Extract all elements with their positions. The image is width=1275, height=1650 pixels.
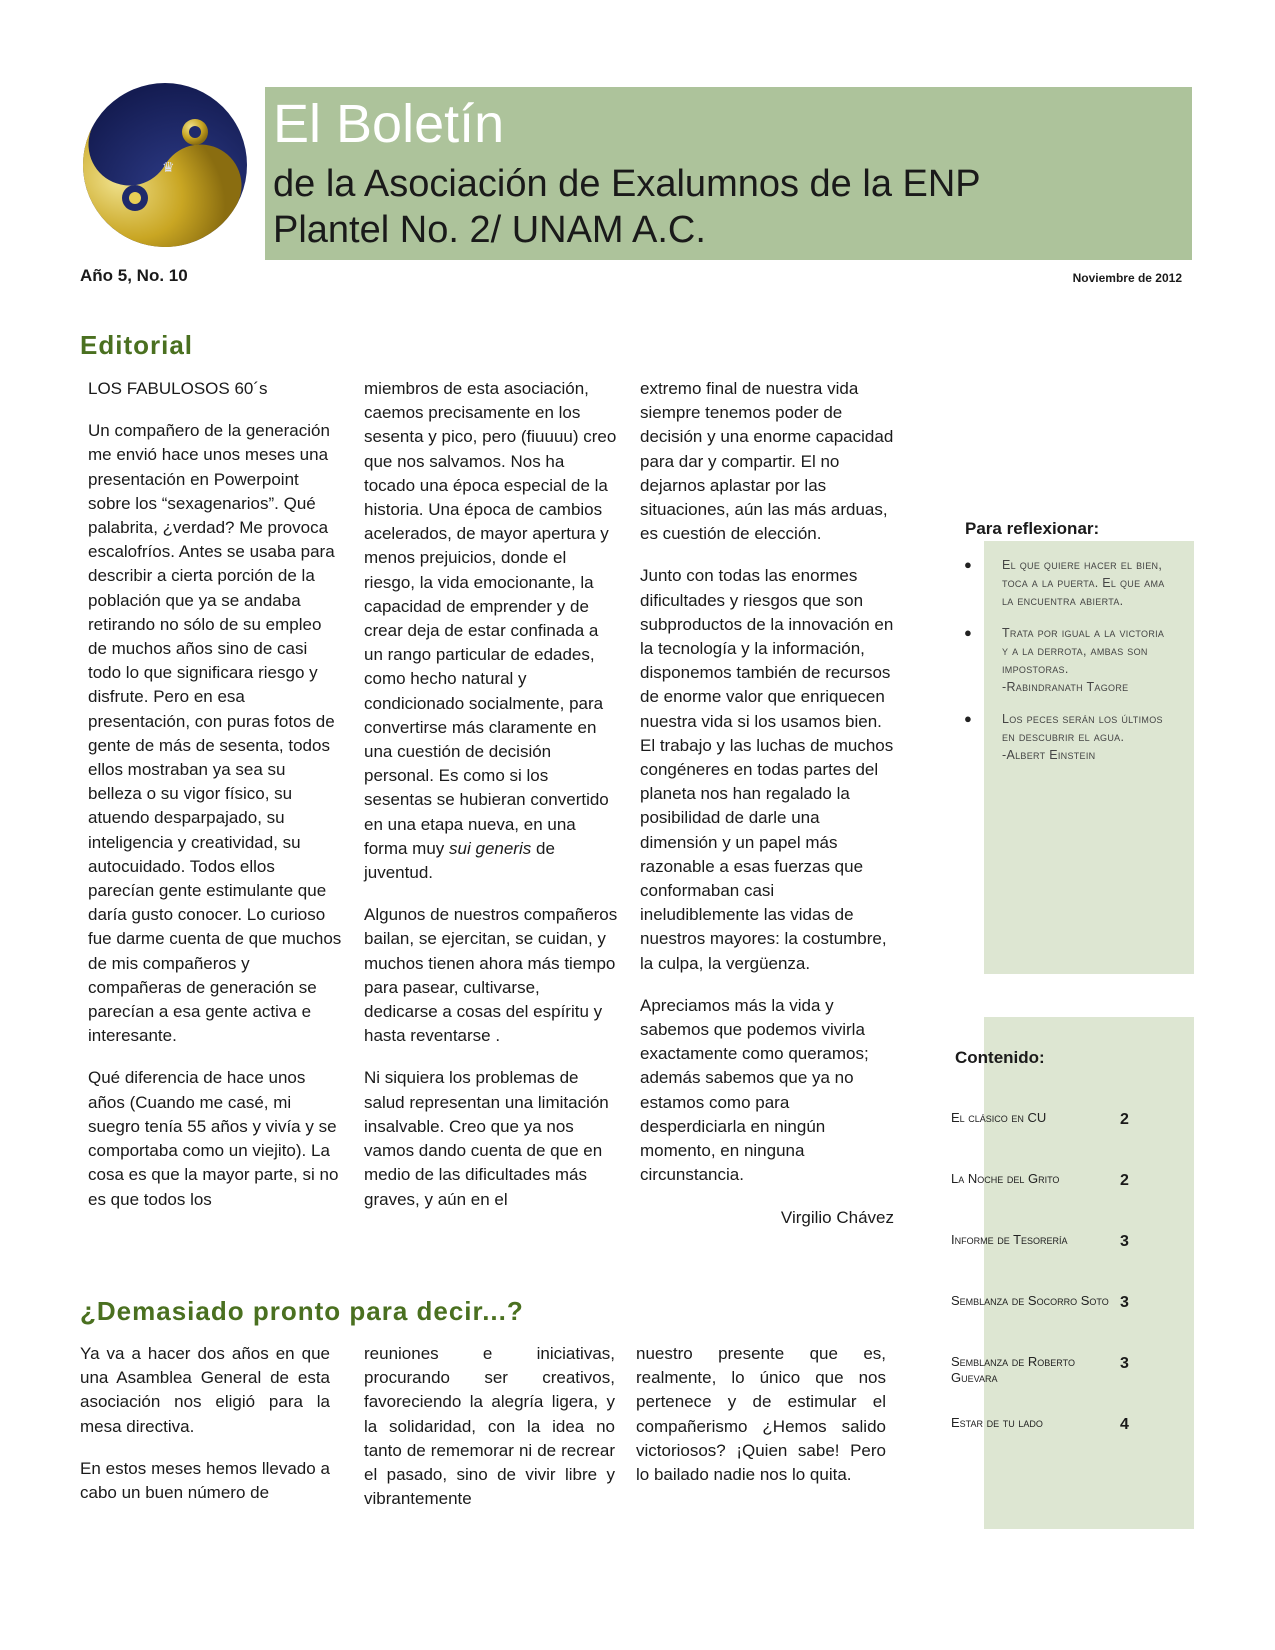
toc-label: Semblanza de Roberto Guevara [951, 1354, 1075, 1385]
bullet-icon: ● [964, 625, 973, 640]
paragraph: reuniones e iniciativas, procurando ser creativos, favoreciendo la alegría ligera, y la solidaridad, con la idea no tanto de rememorar ni de recrear el pasado, sino de vivir libre y vibrantemente [364, 1344, 615, 1509]
quote-text: El que quiere hacer el bien, toca a la puerta. El que ama la encuentra abierta. [1002, 558, 1165, 608]
toc-label: Estar de tu lado [951, 1415, 1043, 1430]
subtitle-line-2: Plantel No. 2/ UNAM A.C. [273, 209, 706, 251]
paragraph-text: miembros de esta asociación, caemos precisamente en los sesenta y pico, pero (fiuuuu) creo que nos salvamos. Nos ha tocado una época especial de la historia. Una época de cambios acelerados, de mayor apertura y menos prejuicios, donde el riesgo, la vida emocionante, la capacidad de emprender y de crear deja de estar confinada a un rango particular de edades, como hecho natural y condicionado socialmente, para convertirse más claramente en una cuestión de decisión personal. Es como si los sesentas se hubieran convertido en una etapa nueva, en una forma muy [364, 379, 617, 858]
table-of-contents [951, 1110, 1151, 1476]
editorial-column-2 [364, 377, 618, 1212]
paragraph: nuestro presente que es, realmente, lo único que nos pertenece y de estimular el compañerismo ¿Hemos salido victoriosos? ¡Quien sabe! Pero lo bailado nadie nos lo quita. [636, 1344, 886, 1485]
toc-page-number: 3 [1120, 1233, 1129, 1250]
toc-page-number: 2 [1120, 1111, 1129, 1128]
paragraph: Apreciamos más la vida y sabemos que podemos vivirla exactamente como queramos; además sabemos que ya no estamos como para desperdiciarla en ningún momento, en ninguna circunstancia. [640, 995, 869, 1185]
toc-entry[interactable] [951, 1415, 1151, 1476]
quote-text: Los peces serán los últimos en descubrir el agua. [1002, 712, 1163, 744]
toc-entry[interactable] [951, 1354, 1151, 1415]
toc-page-number: 3 [1120, 1355, 1129, 1372]
toc-label: La Noche del Grito [951, 1171, 1060, 1186]
paragraph [364, 377, 618, 885]
toc-entry[interactable] [951, 1232, 1151, 1293]
paragraph: Un compañero de la generación me envió hace unos meses una presentación en Powerpoint sobre los “sexagenarios”. Qué palabrita, ¿verdad? Me provoca escalofríos. Antes se usaba para describir a cierta porción de la población que ya se andaba retirando no sólo de su empleo de muchos años sino de casi todo lo que significara riesgo y disfrute. Pero en esa presentación, con puras fotos de gente de más de sesenta, todos ellos mostraban ya sea su belleza o su vigor físico, su atuendo desparpajado, su inteligencia y creatividad, su autocuidado. Todos ellos parecían gente estimulante que daría gusto conocer. Lo curioso fue darme cuenta de que muchos de mis compañeros y compañeras de generación se parecían a esa gente activa e interesante. [88, 421, 342, 1046]
article-column-2 [364, 1342, 615, 1529]
masthead-banner [265, 87, 1192, 260]
paragraph: Algunos de nuestros compañeros bailan, se ejercitan, se cuidan, y muchos tienen ahora más tiempo para pasear, cultivarse, dedicarse a cosas del espíritu y hasta reventarse . [364, 905, 618, 1046]
reflection-title: Para reflexionar: [965, 519, 1100, 538]
article-column-3 [636, 1342, 886, 1505]
author-signature: Virgilio Chávez [780, 1207, 894, 1227]
bullet-icon: ● [964, 557, 973, 572]
quote-text: Trata por igual a la victoria y a la derrota, ambas son impostoras. [1002, 626, 1165, 676]
editorial-column-1 [88, 377, 342, 1212]
issue-date: Noviembre de 2012 [1072, 271, 1182, 285]
newsletter-title: El Boletín [273, 94, 505, 154]
paragraph: Qué diferencia de hace unos años (Cuando me casé, mi suegro tenía 55 años y vivía y se comportaba como un viejito). La cosa es que la mayor parte, si no es que todos los [88, 1068, 339, 1209]
toc-page-number: 2 [1120, 1172, 1129, 1189]
contents-title: Contenido: [955, 1048, 1045, 1067]
toc-entry[interactable] [951, 1110, 1151, 1171]
toc-page-number: 3 [1120, 1294, 1129, 1311]
quote-item [960, 710, 1170, 764]
bullet-icon: ● [964, 711, 973, 726]
subtitle-line-1: de la Asociación de Exalumnos de la ENP [273, 163, 981, 205]
issue-number: Año 5, No. 10 [80, 266, 188, 285]
toc-label: Semblanza de Socorro Soto [951, 1293, 1109, 1308]
editorial-column-3 [640, 377, 894, 1230]
toc-page-number: 4 [1120, 1416, 1129, 1433]
yin-yang-logo-icon [80, 80, 250, 250]
paragraph: En estos meses hemos llevado a cabo un buen número de [80, 1458, 330, 1503]
article-heading: ¿Demasiado pronto para decir...? [80, 1296, 524, 1326]
article-column-1 [80, 1342, 330, 1523]
paragraph: extremo final de nuestra vida siempre tenemos poder de decisión y una enorme capacidad para dar y compartir. El no dejarnos aplastar por las situaciones, aún las más arduas, es cuestión de elección. [640, 379, 894, 544]
svg-text:♛: ♛ [162, 160, 175, 176]
editorial-heading: Editorial [80, 330, 194, 360]
italic-phrase: sui generis [449, 838, 532, 858]
toc-entry[interactable] [951, 1171, 1151, 1232]
paragraph: Junto con todas las enormes dificultades y riesgos que son subproductos de la innovación en la tecnología y la información, disponemos también de recursos de enorme valor que enriquecen nuestra vida si los usamos bien. El trabajo y las luchas de muchos congéneres en todas partes del planeta nos han regalado la posibilidad de darle una dimensión y un papel más razonable a esas fuerzas que conformaban casi ineludiblemente las vidas de nuestros mayores: la costumbre, la culpa, la vergüenza. [640, 566, 894, 973]
quote-author: -Albert Einstein [1002, 748, 1096, 762]
quote-item [960, 556, 1170, 610]
toc-label: Informe de Tesorería [951, 1232, 1068, 1247]
quote-item [960, 624, 1170, 696]
newsletter-subtitle [273, 161, 981, 253]
toc-label: El clásico en CU [951, 1110, 1047, 1125]
paragraph: LOS FABULOSOS 60´s [88, 379, 268, 398]
toc-entry[interactable] [951, 1293, 1151, 1354]
paragraph: Ya va a hacer dos años en que una Asamblea General de esta asociación nos eligió para la mesa directiva. [80, 1344, 330, 1436]
quote-author: -Rabindranath Tagore [1002, 680, 1129, 694]
paragraph: Ni siquiera los problemas de salud representan una limitación insalvable. Creo que ya nos vamos dando cuenta de que en medio de las dificultades más graves, y aún en el [364, 1068, 609, 1209]
quote-list [960, 556, 1170, 778]
paragraph-text-end: de juventud. [364, 838, 555, 883]
